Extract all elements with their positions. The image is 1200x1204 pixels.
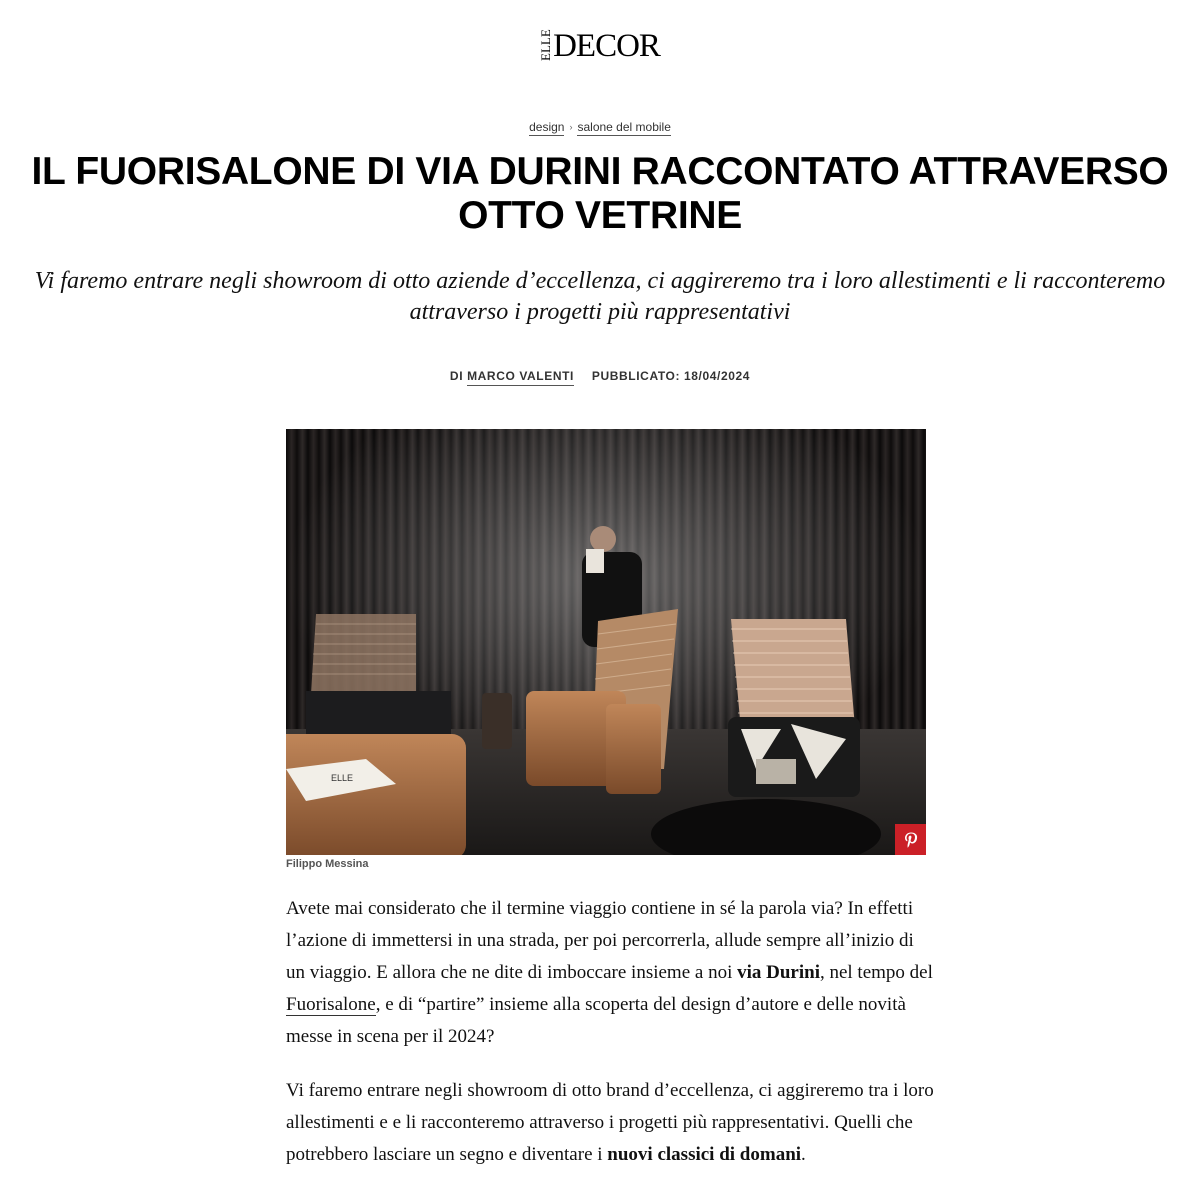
book-text: ELLE (331, 773, 354, 783)
logo-main: DECOR (553, 28, 660, 64)
breadcrumb-separator-icon: › (569, 122, 573, 132)
hero-image (286, 429, 926, 855)
article-body (286, 893, 936, 1193)
breadcrumb (0, 120, 1200, 134)
highlight-nuovi-classici: nuovi classici di domani (607, 1144, 802, 1165)
published-date: 18/04/2024 (684, 369, 751, 383)
body-paragraph-2: Vi faremo entrare negli showroom di otto brand d’eccellenza, ci aggireremo tra i loro allestimenti e e li racconteremo attraverso i progetti più rappresentativi. Quelli che potrebbero lasciare un segno e diventare i nuovi classici di domani. (286, 1080, 934, 1165)
site-header (0, 28, 1200, 64)
fuorisalone-link[interactable]: Fuorisalone (286, 994, 376, 1015)
site-logo[interactable] (540, 28, 660, 64)
breadcrumb-link-design[interactable]: design (529, 120, 565, 134)
published-label: PUBBLICATO: (591, 369, 681, 383)
logo-prefix: ELLE (538, 29, 554, 61)
byline-prefix: DI (449, 369, 464, 383)
body-paragraph-1: Avete mai considerato che il termine viaggio contiene in sé la parola via? In effetti l’azione di immettersi in una strada, per poi percorrerla, allude sempre all’inizio di un viaggio. E allora che ne dite di imboccare insieme a noi via Durini, nel tempo del Fuorisalone, e di “partire” insieme alla scoperta del design d’autore e delle novità messe in scena per il 2024? (286, 898, 933, 1047)
article-dek: Vi faremo entrare negli showroom di otto aziende d’eccellenza, ci aggireremo tra i loro allestimenti e li racconteremo attraverso i progetti più rappresentativi (34, 268, 1166, 325)
hero-photo-illustration (286, 429, 926, 855)
author-link[interactable]: MARCO VALENTI (467, 369, 574, 386)
article-byline (0, 369, 1200, 383)
image-caption: Filippo Messina (286, 858, 369, 870)
breadcrumb-link-salone[interactable]: salone del mobile (577, 120, 671, 134)
pinterest-save-button[interactable] (895, 824, 926, 855)
highlight-via-durini: via Durini (737, 962, 820, 983)
pinterest-icon (902, 831, 920, 849)
article-title: IL FUORISALONE DI VIA DURINI RACCONTATO ATTRAVERSO OTTO VETRINE (31, 150, 1169, 237)
